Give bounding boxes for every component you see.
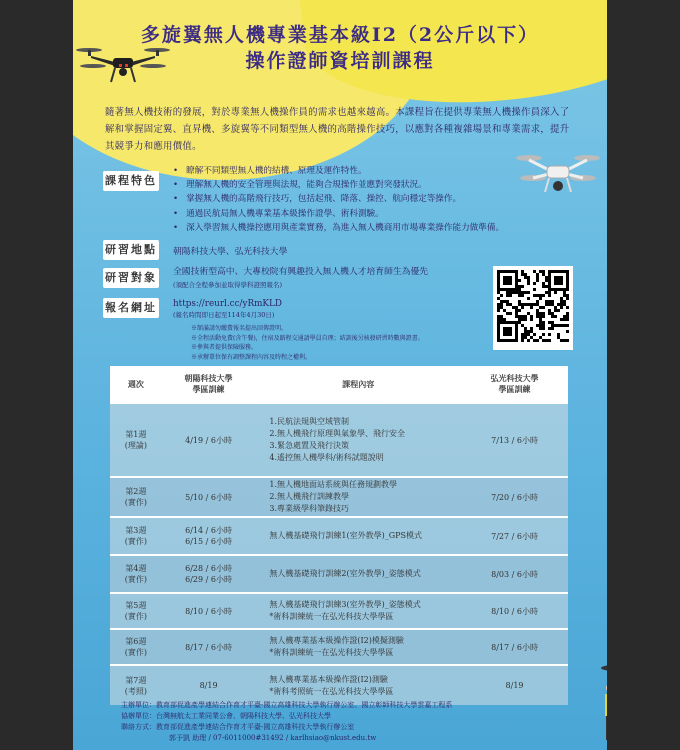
- note-item: ※承辦單位保有調整課程內容及時程之權利。: [191, 353, 312, 361]
- place-value: 朝陽科技大學、弘光科技大學: [173, 247, 288, 257]
- table-cell-b: 8/17 / 6小時: [461, 629, 568, 665]
- table-cell-a: 6/14 / 6小時 6/15 / 6小時: [162, 517, 256, 555]
- feature-item: • 通過民航局無人機專業基本級操作證學、術科測驗。: [173, 207, 593, 221]
- poster: [73, 0, 607, 750]
- footer-organizer: 主辦單位：教育部促進產學連結合作育才平臺-國立高雄科技大學執行辦公室、國立彰師科技大學雲嘉工程系: [121, 701, 453, 709]
- qr-code[interactable]: [493, 266, 573, 350]
- feature-item: • 瞭解不同類型無人機的結構、原理及運作特性。: [173, 164, 593, 178]
- label-target: 研習對象: [103, 268, 159, 288]
- table-cell-content: 無人機基礎飛行訓練1(室外教學)_GPS模式: [255, 517, 461, 555]
- table-cell-content: 無人機基礎飛行訓練2(室外教學)_姿態模式: [255, 555, 461, 593]
- table-cell-week: 第3週 (實作): [110, 517, 162, 555]
- table-row: [110, 555, 568, 593]
- table-row: [110, 477, 568, 517]
- target-note: (須配合全程參加並取得學科證照報名): [173, 281, 283, 289]
- table-cell-week: 第6週 (實作): [110, 629, 162, 665]
- registration-deadline: (報名時間即日起至114年4月30日): [173, 311, 275, 319]
- table-cell-content: 無人機專業基本級操作證(I2)測驗 *術科考照統一在弘光科技大學學區: [255, 665, 461, 705]
- table-cell-content: 無人機專業基本級操作證(I2)模擬測驗 *術科訓練統一在弘光科技大學學區: [255, 629, 461, 665]
- target-value: 全國技術型高中、大專校院有興趣投入無人機人才培育師生為優先: [173, 267, 429, 277]
- table-cell-a: 8/10 / 6小時: [162, 593, 256, 629]
- registration-link[interactable]: https://reurl.cc/yRmKLD: [173, 299, 282, 309]
- table-cell-b: 7/27 / 6小時: [461, 517, 568, 555]
- table-cell-a: 5/10 / 6小時: [162, 477, 256, 517]
- page-subtitle: 操作證師資培訓課程: [245, 50, 435, 72]
- label-features: 課程特色: [103, 171, 159, 191]
- feature-item: • 理解無人機的安全管理與法規，能夠合規操作並應對突發狀況。: [173, 178, 593, 192]
- table-row: [110, 517, 568, 555]
- table-cell-a: 8/19: [162, 665, 256, 705]
- table-cell-b: 7/20 / 6小時: [461, 477, 568, 517]
- table-header: 弘光科技大學 學區訓練: [461, 366, 568, 403]
- footer: [121, 700, 452, 744]
- table-row: [110, 629, 568, 665]
- table-row: [110, 403, 568, 477]
- table-cell-a: 4/19 / 6小時: [162, 403, 256, 477]
- table-cell-b: 8/03 / 6小時: [461, 555, 568, 593]
- table-row: [110, 593, 568, 629]
- table-row: [110, 665, 568, 705]
- features-list: [173, 164, 593, 235]
- table-header: 課程內容: [255, 366, 461, 403]
- table-cell-content: 1.無人機地面站系統與任務規劃教學 2.無人機飛行訓練教學 3.專業級學科筆錄技巧: [255, 477, 461, 517]
- table-cell-content: 1.民航法規與空域管制 2.無人機飛行原理與氣象學、飛行安全 3.緊急處置及飛行決策 4.遙控無人機學科/術科試題說明: [255, 403, 461, 477]
- table-cell-b: 8/19: [461, 665, 568, 705]
- page-title: 多旋翼無人機專業基本級I2（2公斤以下）: [140, 24, 540, 46]
- table-cell-b: 8/10 / 6小時: [461, 593, 568, 629]
- feature-item: • 掌握無人機的高階飛行技巧，包括起飛、降落、操控、航向穩定等操作。: [173, 192, 593, 206]
- people-illustration: [593, 660, 607, 750]
- table-cell-week: 第5週 (實作): [110, 593, 162, 629]
- label-place: 研習地點: [103, 240, 159, 260]
- footer-contact: 聯絡方式：教育部促進產學連結合作育才平臺-國立高雄科技大學執行辦公室: [121, 723, 355, 731]
- note-item: ※額滿請勿繳費報名提出回傳證明。: [191, 325, 288, 332]
- intro-paragraph: 隨著無人機技術的發展，對於專業無人機操作員的需求也越來越高。本課程旨在提供專業無人機操作員深入了解和掌握固定翼、直昇機、多旋翼等不同類型無人機的高階操作技巧，以應對各種複雜場景和專業需求，提升其競爭力和應用價值。: [105, 107, 570, 152]
- note-item: ※全程活動免費(含午餐)，住宿及路程交通請學員自理；結訓後另核發研習時數與證書。: [191, 334, 424, 342]
- label-url: 報名網址: [103, 298, 159, 318]
- footer-co-organizer: 協辦單位：台灣無航太工業同業公會、朝陽科技大學、弘光科技大學: [121, 712, 331, 720]
- table-cell-content: 無人機基礎飛行訓練3(室外教學)_姿態模式 *術科訓練統一在弘光科技大學學區: [255, 593, 461, 629]
- table-cell-a: 6/28 / 6小時 6/29 / 6小時: [162, 555, 256, 593]
- table-cell-week: 第1週 (理論): [110, 403, 162, 477]
- schedule-table: [110, 366, 568, 705]
- footer-contact-person: 郭予凱 助理 / 07-6011000#31492 / karlhsiao@nkust.edu.tw: [169, 734, 377, 742]
- notes-list: [191, 324, 424, 362]
- table-cell-a: 8/17 / 6小時: [162, 629, 256, 665]
- table-cell-week: 第2週 (實作): [110, 477, 162, 517]
- note-item: ※參與者提供保險服務。: [191, 344, 258, 352]
- table-cell-b: 7/13 / 6小時: [461, 403, 568, 477]
- table-header: 朝陽科技大學 學區訓練: [162, 366, 256, 403]
- table-cell-week: 第4週 (實作): [110, 555, 162, 593]
- table-cell-week: 第7週 (考照): [110, 665, 162, 705]
- table-header: 週次: [110, 366, 162, 403]
- feature-item: • 深入學習無人機操控應用與產業實務，為進入無人機商用市場專業操作能力做準備。: [173, 221, 593, 235]
